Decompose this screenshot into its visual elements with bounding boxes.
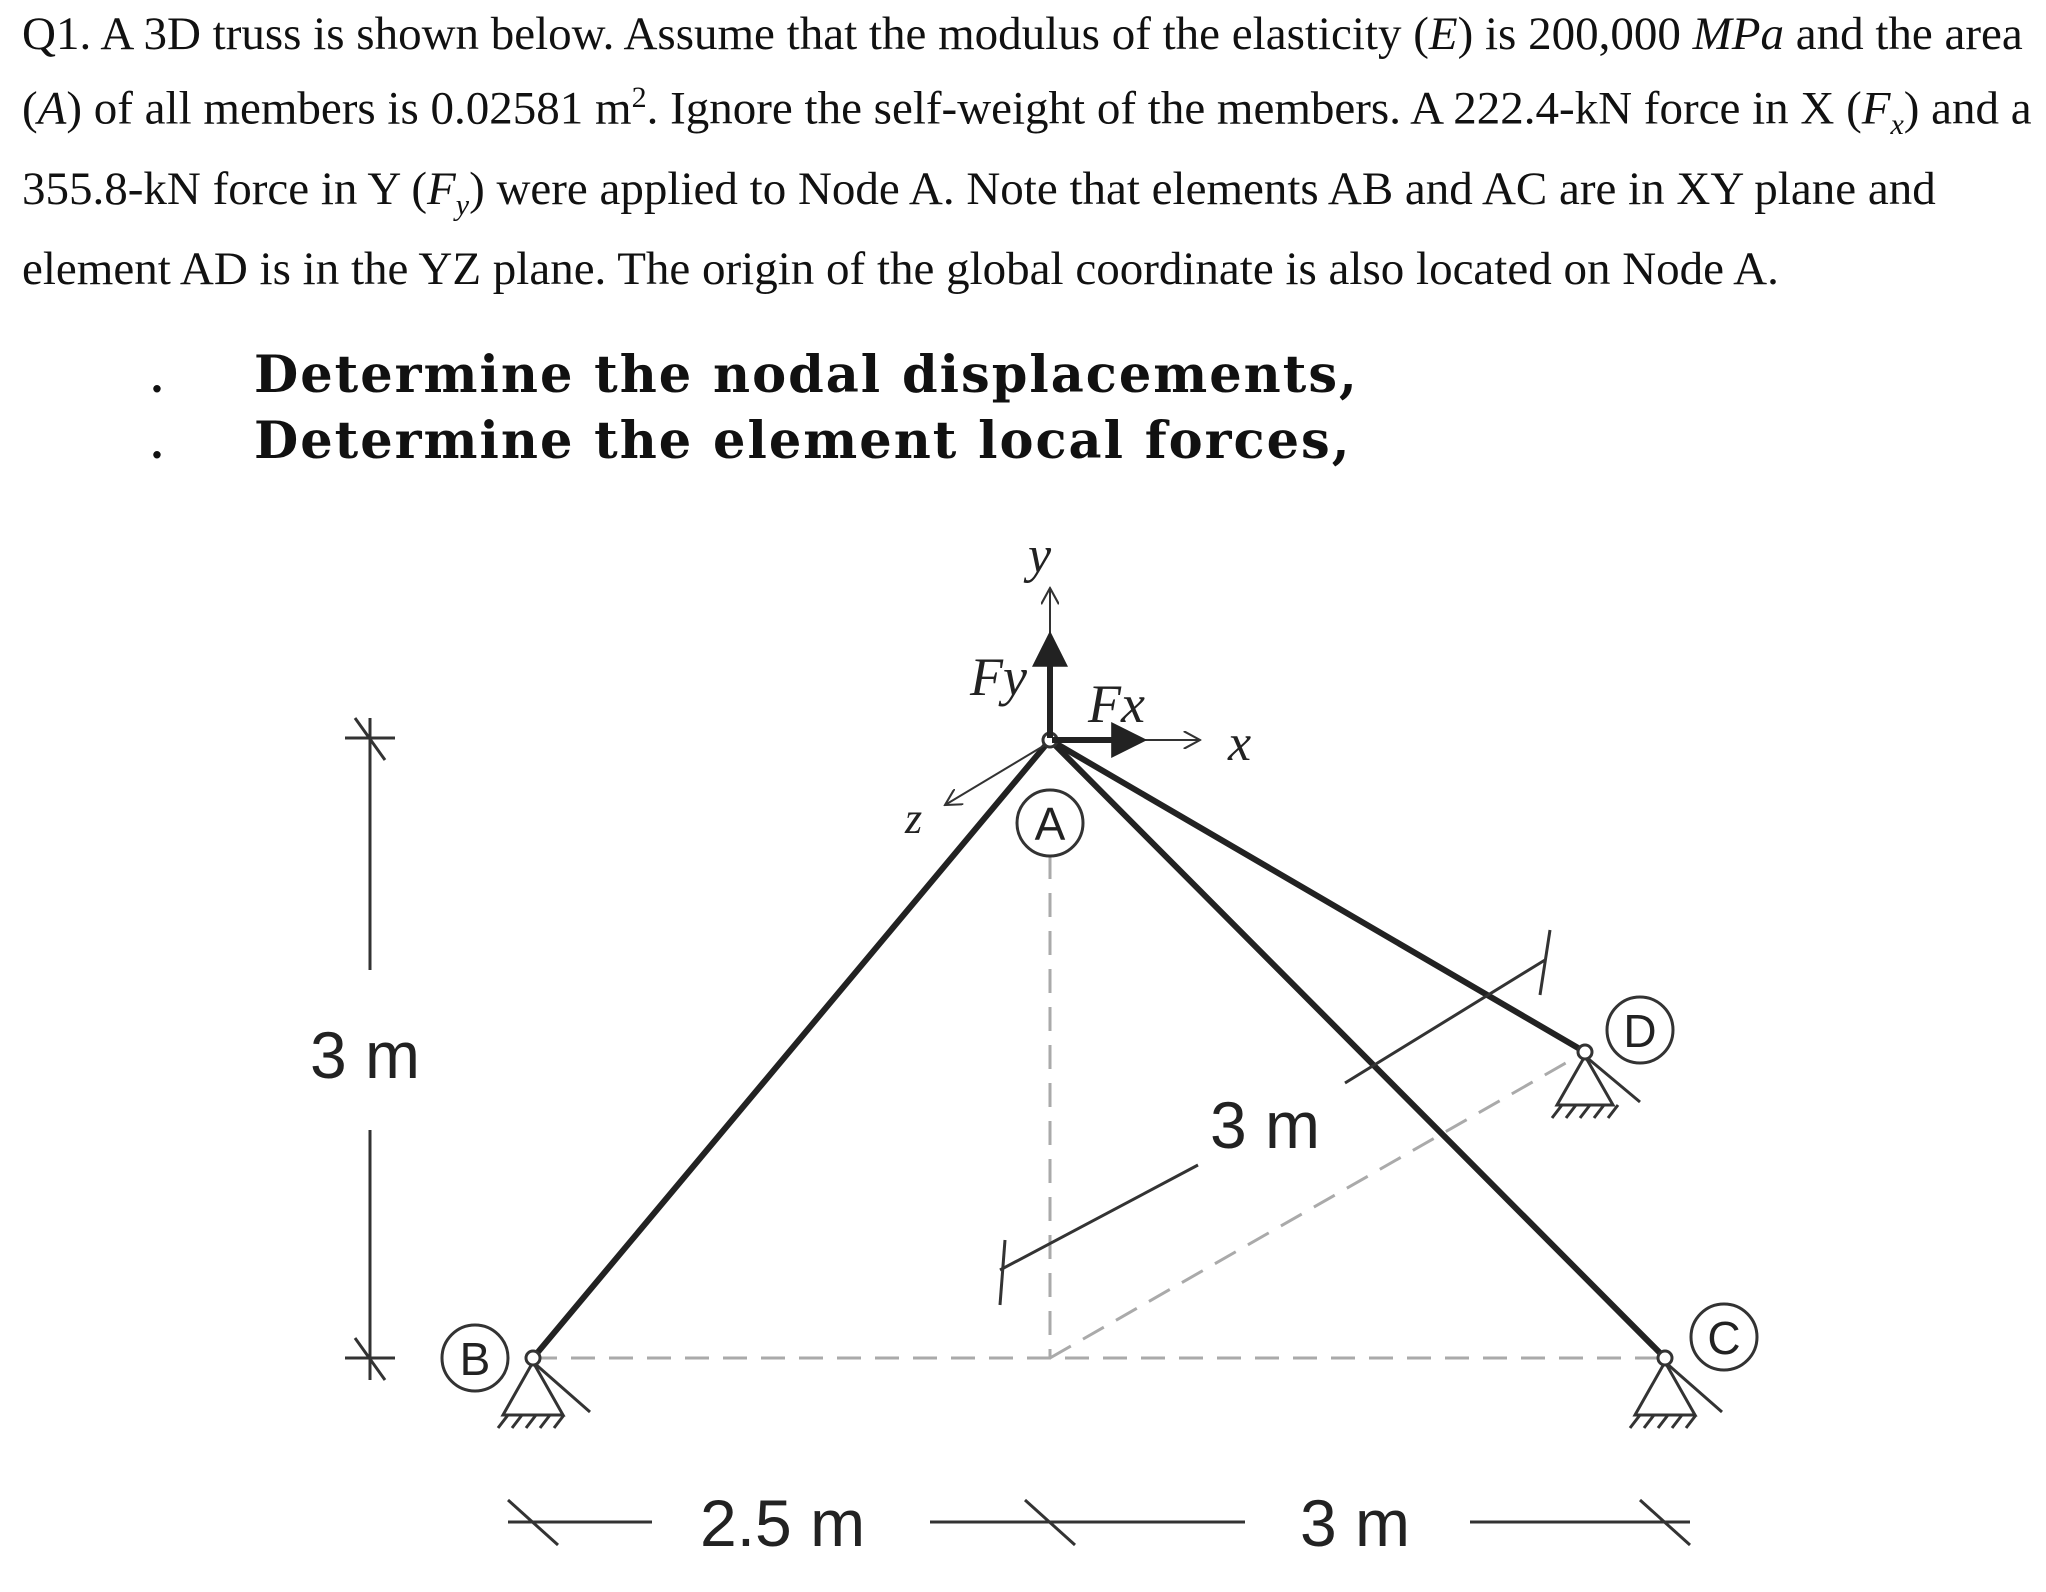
right-span-label: 3 m: [1300, 1486, 1411, 1560]
support-d: [1552, 1056, 1640, 1118]
truss-members: [533, 740, 1665, 1358]
applied-forces: [969, 638, 1145, 740]
x-axis-label: x: [1228, 715, 1252, 772]
support-c: [1630, 1362, 1722, 1428]
fx-label: Fx: [1088, 674, 1145, 734]
construction-lines: [533, 855, 1665, 1358]
fx-subscript: x: [1890, 108, 1904, 142]
global-axes: [904, 527, 1251, 843]
node-c-label: C: [1707, 1312, 1741, 1364]
joints: [526, 733, 1672, 1365]
question-paragraph: Q1. A 3D truss is shown below. Assume that the modulus of the elasticity (E) is 200,000 MPa and the area (A) of all members is 0.02581 $m^2$. Ignore the self-weight of the members. A 222.4-kN force in X $(F_x)$ and a 355.8-kN force in Y $(F_y)$ were applied to Node A. Note that elements AB and AC are in XY plane and element AD is in the YZ plane. The origin of the global coordinate is also located on Node A.: [22, 8, 2032, 296]
task-bullet: .: [150, 355, 166, 402]
support-b: [498, 1362, 590, 1428]
task-text: Determine the element local forces,: [254, 411, 1352, 471]
fx-symbol: F: [1861, 82, 1891, 135]
task-text: Determine the nodal displacements,: [254, 345, 1359, 405]
area-symbol: A: [37, 82, 67, 135]
y-axis-label: y: [1028, 527, 1052, 584]
node-d-label: D: [1623, 1005, 1657, 1057]
height-dimension-label: 3 m: [310, 1018, 421, 1092]
member-ab: [533, 740, 1050, 1358]
joint-b: [526, 1351, 540, 1365]
left-span-label: 2.5 m: [700, 1486, 866, 1560]
z-axis-label: z: [905, 794, 923, 843]
member-ac: [1050, 740, 1665, 1358]
joint-d: [1578, 1045, 1592, 1059]
fy-label: Fy: [970, 647, 1027, 707]
task-bullet: .: [150, 421, 166, 468]
node-a-label: A: [1034, 798, 1066, 850]
dimension-spans: [508, 1500, 1690, 1545]
joint-c: [1658, 1351, 1672, 1365]
depth-dimension-label: 3 m: [1210, 1088, 1321, 1162]
modulus-symbol: E: [1428, 8, 1458, 60]
node-labels: [442, 790, 1757, 1391]
fy-symbol: F: [427, 163, 456, 216]
area-exponent: 2: [631, 81, 647, 114]
modulus-unit: MPa: [1692, 8, 1784, 60]
fy-subscript: y: [455, 188, 470, 222]
node-b-label: B: [459, 1333, 491, 1385]
